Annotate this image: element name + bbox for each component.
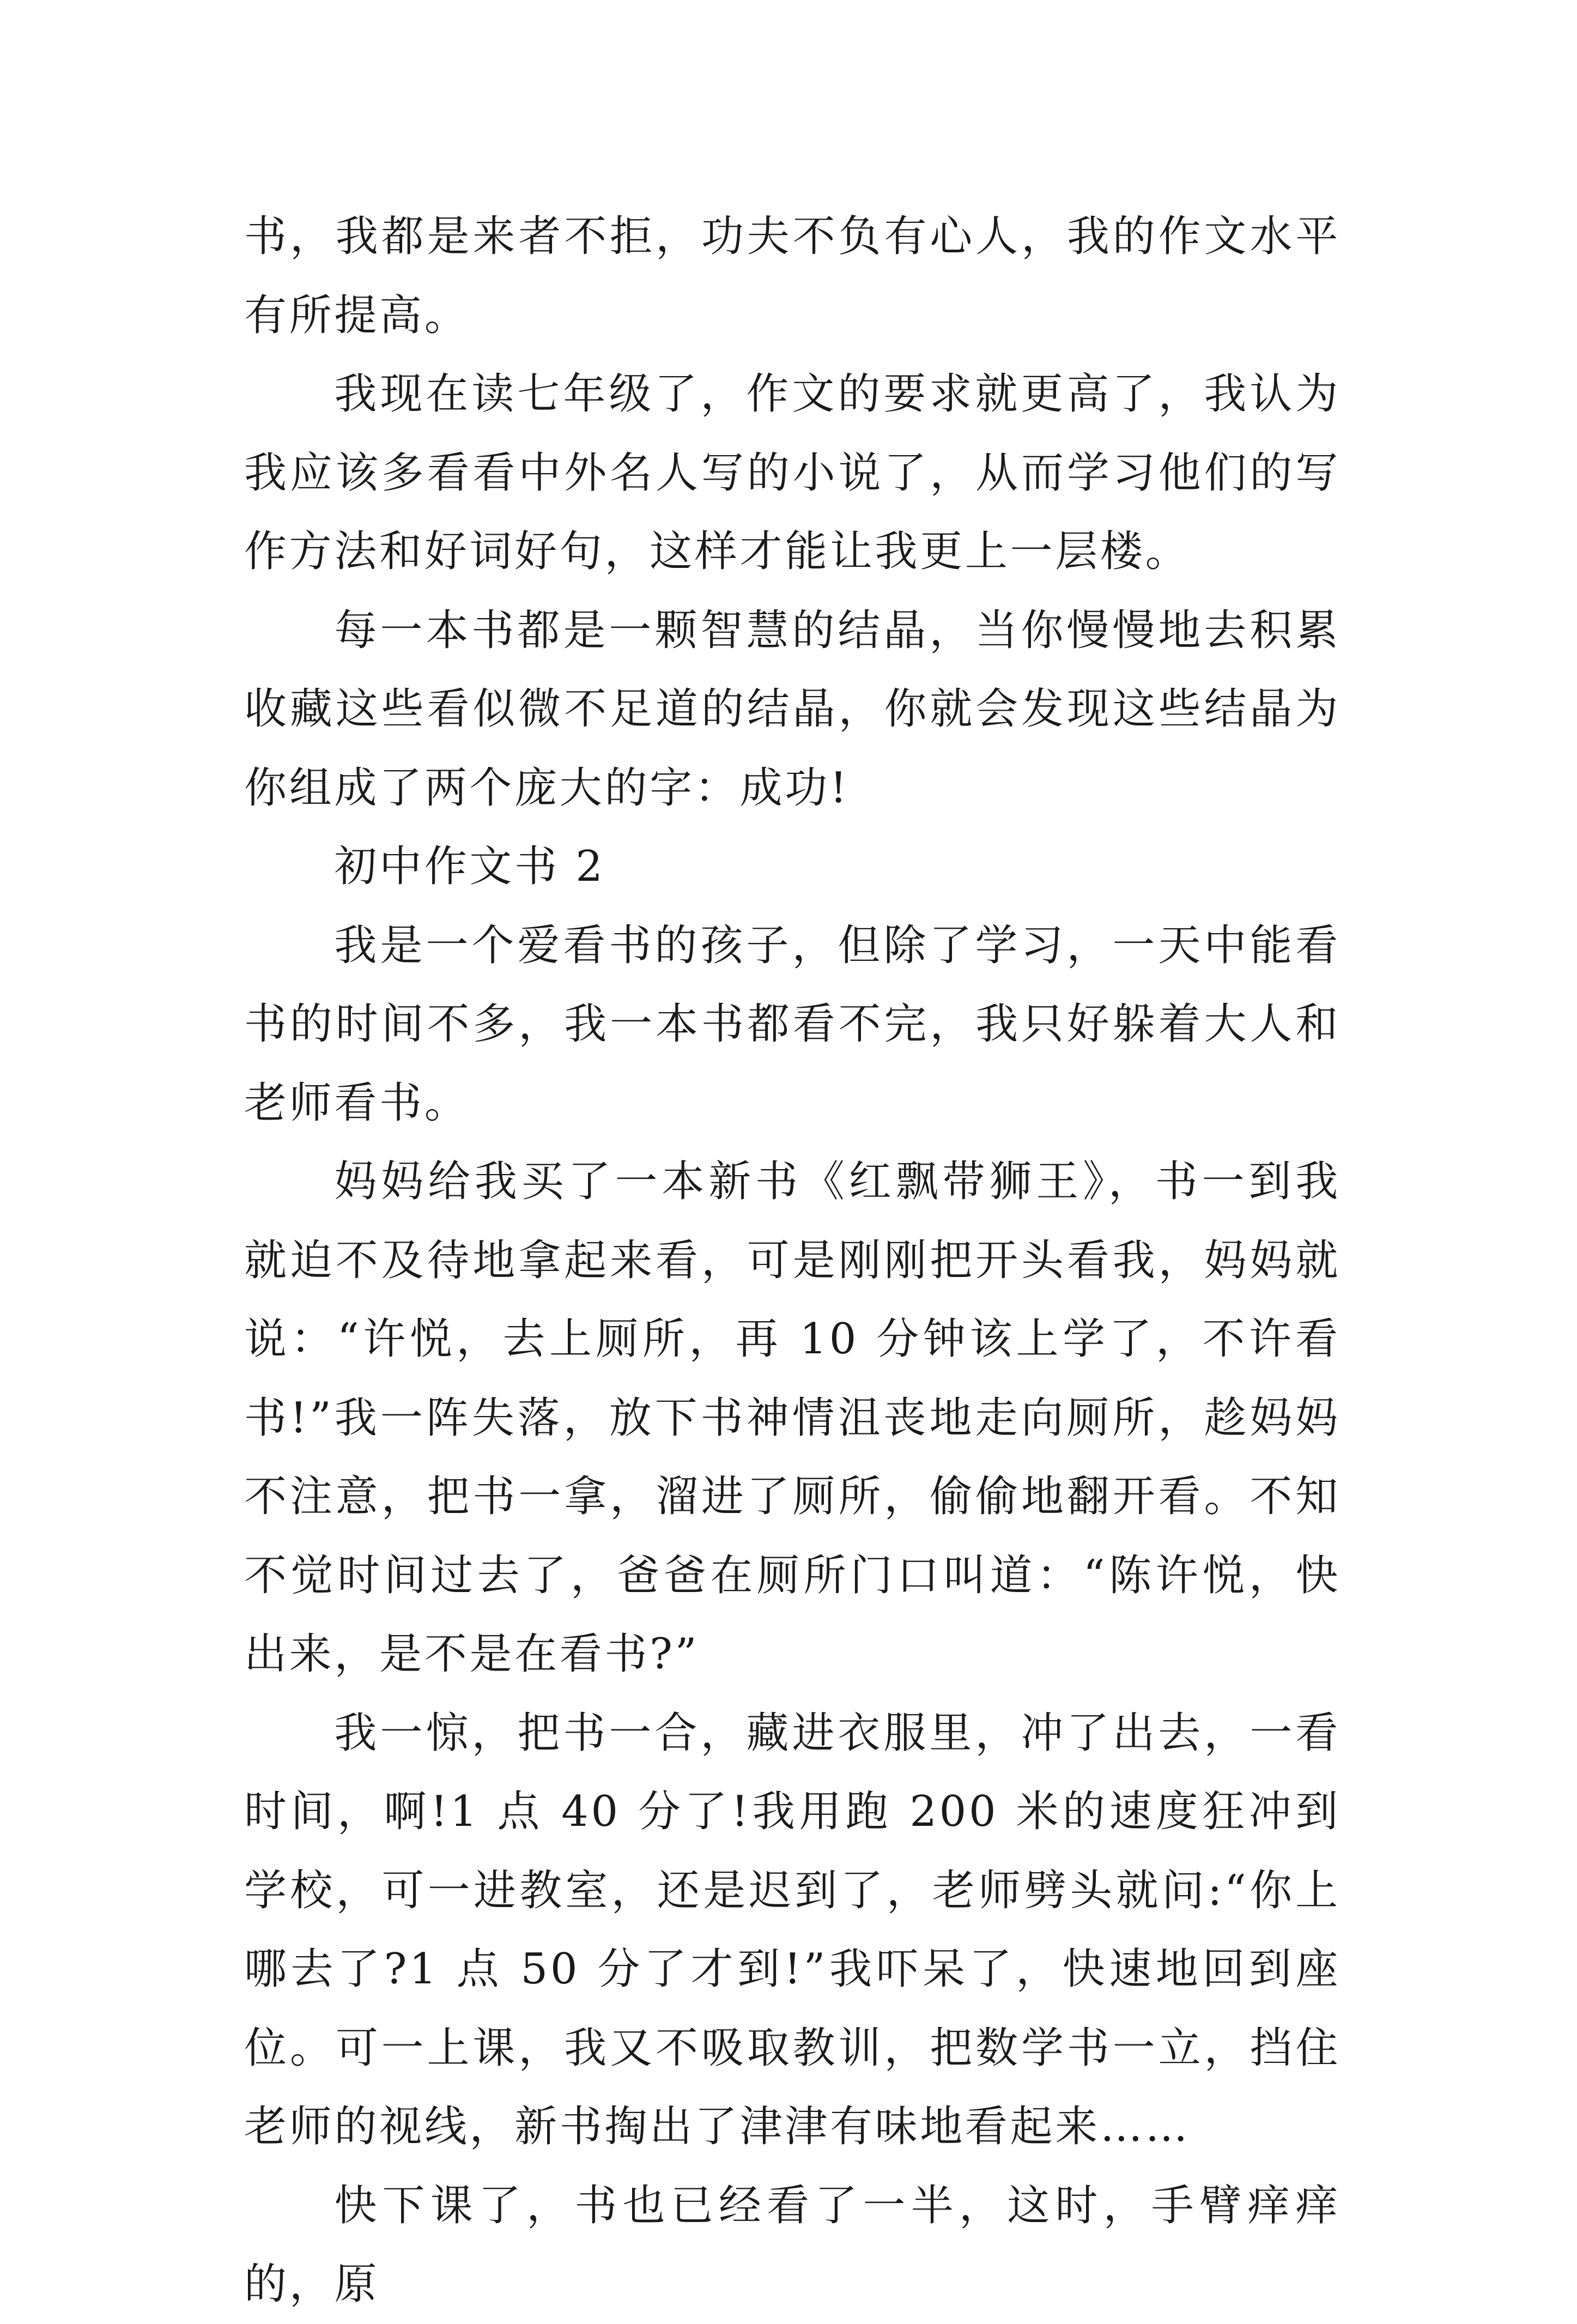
paragraph-5: 妈妈给我买了一本新书《红飘带狮王》，书一到我就迫不及待地拿起来看，可是刚刚把开头看我，妈妈就说：“许悦，去上厕所，再 10 分钟该上学了，不许看书!”我一阵失落，放下书神情沮丧地走向厕所，趁妈妈不注意，把书一拿，溜进了厕所，偷偷地翻开看。不知不觉时间过去了，爸爸在厕所门口叫道：“陈许悦，快出来，是不是在看书?” (244, 1157, 1341, 1679)
paragraph-6: 我一惊，把书一合，藏进衣服里，冲了出去，一看时间，啊!1 点 40 分了!我用跑 200 米的速度狂冲到学校，可一进教室，还是迟到了，老师劈头就问:“你上哪去了?1 点 50 分了才到!”我吓呆了，快速地回到座位。可一上课，我又不吸取教训，把数学书一立，挡住老师的视线，新书掏出了津津有味地看起来…… (244, 1708, 1341, 2151)
paragraph-7: 快下课了，书也已经看了一半，这时，手臂痒痒的，原 (244, 2181, 1341, 2309)
paragraph-4: 我是一个爱看书的孩子，但除了学习，一天中能看书的时间不多，我一本书都看不完，我只好躲着大人和老师看书。 (244, 921, 1341, 1128)
paragraph-3: 每一本书都是一颗智慧的结晶，当你慢慢地去积累收藏这些看似微不足道的结晶，你就会发现这些结晶为你组成了两个庞大的字：成功! (244, 606, 1341, 813)
paragraph-1: 书，我都是来者不拒，功夫不负有心人，我的作文水平有所提高。 (244, 212, 1341, 340)
section-heading: 初中作文书 2 (334, 842, 605, 891)
document-body (244, 197, 1341, 2324)
paragraph-2: 我现在读七年级了，作文的要求就更高了，我认为我应该多看看中外名人写的小说了，从而学习他们的写作方法和好词好句，这样才能让我更上一层楼。 (244, 370, 1341, 576)
